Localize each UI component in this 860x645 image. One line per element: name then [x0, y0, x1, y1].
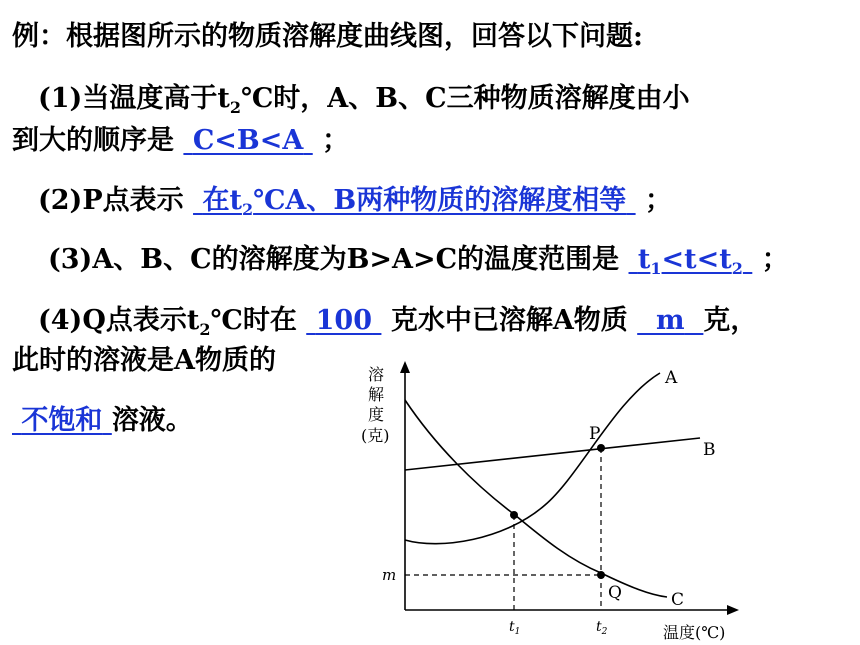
solubility-curve-diagram [345, 355, 765, 645]
q4-text-e: 此时的溶液是A物质的 [12, 345, 276, 376]
y-label-1: 溶 [368, 365, 385, 384]
y-label-4: (克) [361, 426, 390, 445]
m-label: m [382, 566, 397, 584]
y-label-2: 解 [368, 385, 385, 404]
curve-a-label: A [665, 368, 678, 388]
q3-end: ； [761, 244, 789, 275]
point-q-label: Q [608, 583, 622, 603]
curve-a [405, 373, 660, 544]
q2-answer: 在$t_2℃A$、B两种物质的溶解度相等 [202, 185, 627, 219]
question-4-line-3 [12, 404, 193, 438]
x-axis-label: 温度(℃) [663, 623, 726, 642]
q1-answer: C<B<A [192, 125, 304, 156]
point-p [597, 444, 605, 452]
q1-sub: 2 [229, 98, 241, 117]
q4-text-c: 克水中已溶解A物质 [390, 305, 628, 336]
q4-text-f: 溶液。 [111, 405, 193, 436]
curve-c-label: C [671, 590, 685, 610]
curve-b-label: B [703, 440, 716, 460]
question-3-line [48, 243, 789, 277]
q3-text-a: (3)A、B、C的溶解度为B>A>C的温度范围是 [48, 244, 620, 275]
intro-text: 例：根据图所示的物质溶解度曲线图，回答以下问题: [12, 21, 643, 52]
q4-text-a: (4)Q点表示t [38, 305, 200, 336]
question-2-line [38, 184, 672, 218]
t2-label: $t_2$ [596, 619, 608, 637]
y-axis-arrow [400, 361, 410, 373]
q4-answer-state: 不饱和 [21, 405, 103, 436]
point-p-label: P [589, 424, 601, 444]
q2-text-a: (2)P点表示 [38, 185, 184, 216]
q1-text-b: ℃时，A、B、C三种物质溶解度由小 [240, 83, 690, 114]
q1-end: ； [322, 125, 350, 156]
q3-answer: $t_1<t<t_2$ [637, 244, 743, 278]
q4-text-b: ℃时在 [210, 305, 297, 336]
question-4-line-1: (4)Q点表示$t_2℃$时在 100 克水中已溶解A物质 m 克， [38, 305, 758, 339]
t1-label: $t_1$ [509, 619, 521, 637]
q4-answer-water: 100 [315, 305, 373, 336]
q4-text-d: 克， [703, 305, 758, 336]
q1-text-a: (1)当温度高于t [38, 83, 230, 114]
question-1-line-2 [12, 124, 349, 158]
q2-end: ； [645, 185, 673, 216]
point-q [597, 571, 605, 579]
curve-b [405, 438, 700, 470]
q1-text-c: 到大的顺序是 [12, 125, 174, 156]
y-label-3: 度 [368, 405, 385, 424]
q4-answer-mass: m [656, 305, 685, 336]
intro-line [12, 20, 643, 54]
x-axis-arrow [727, 605, 739, 615]
intersection-point-t1 [510, 511, 518, 519]
question-4-line-2 [12, 344, 276, 378]
curve-c [405, 400, 667, 597]
question-1-line-1 [38, 82, 690, 116]
